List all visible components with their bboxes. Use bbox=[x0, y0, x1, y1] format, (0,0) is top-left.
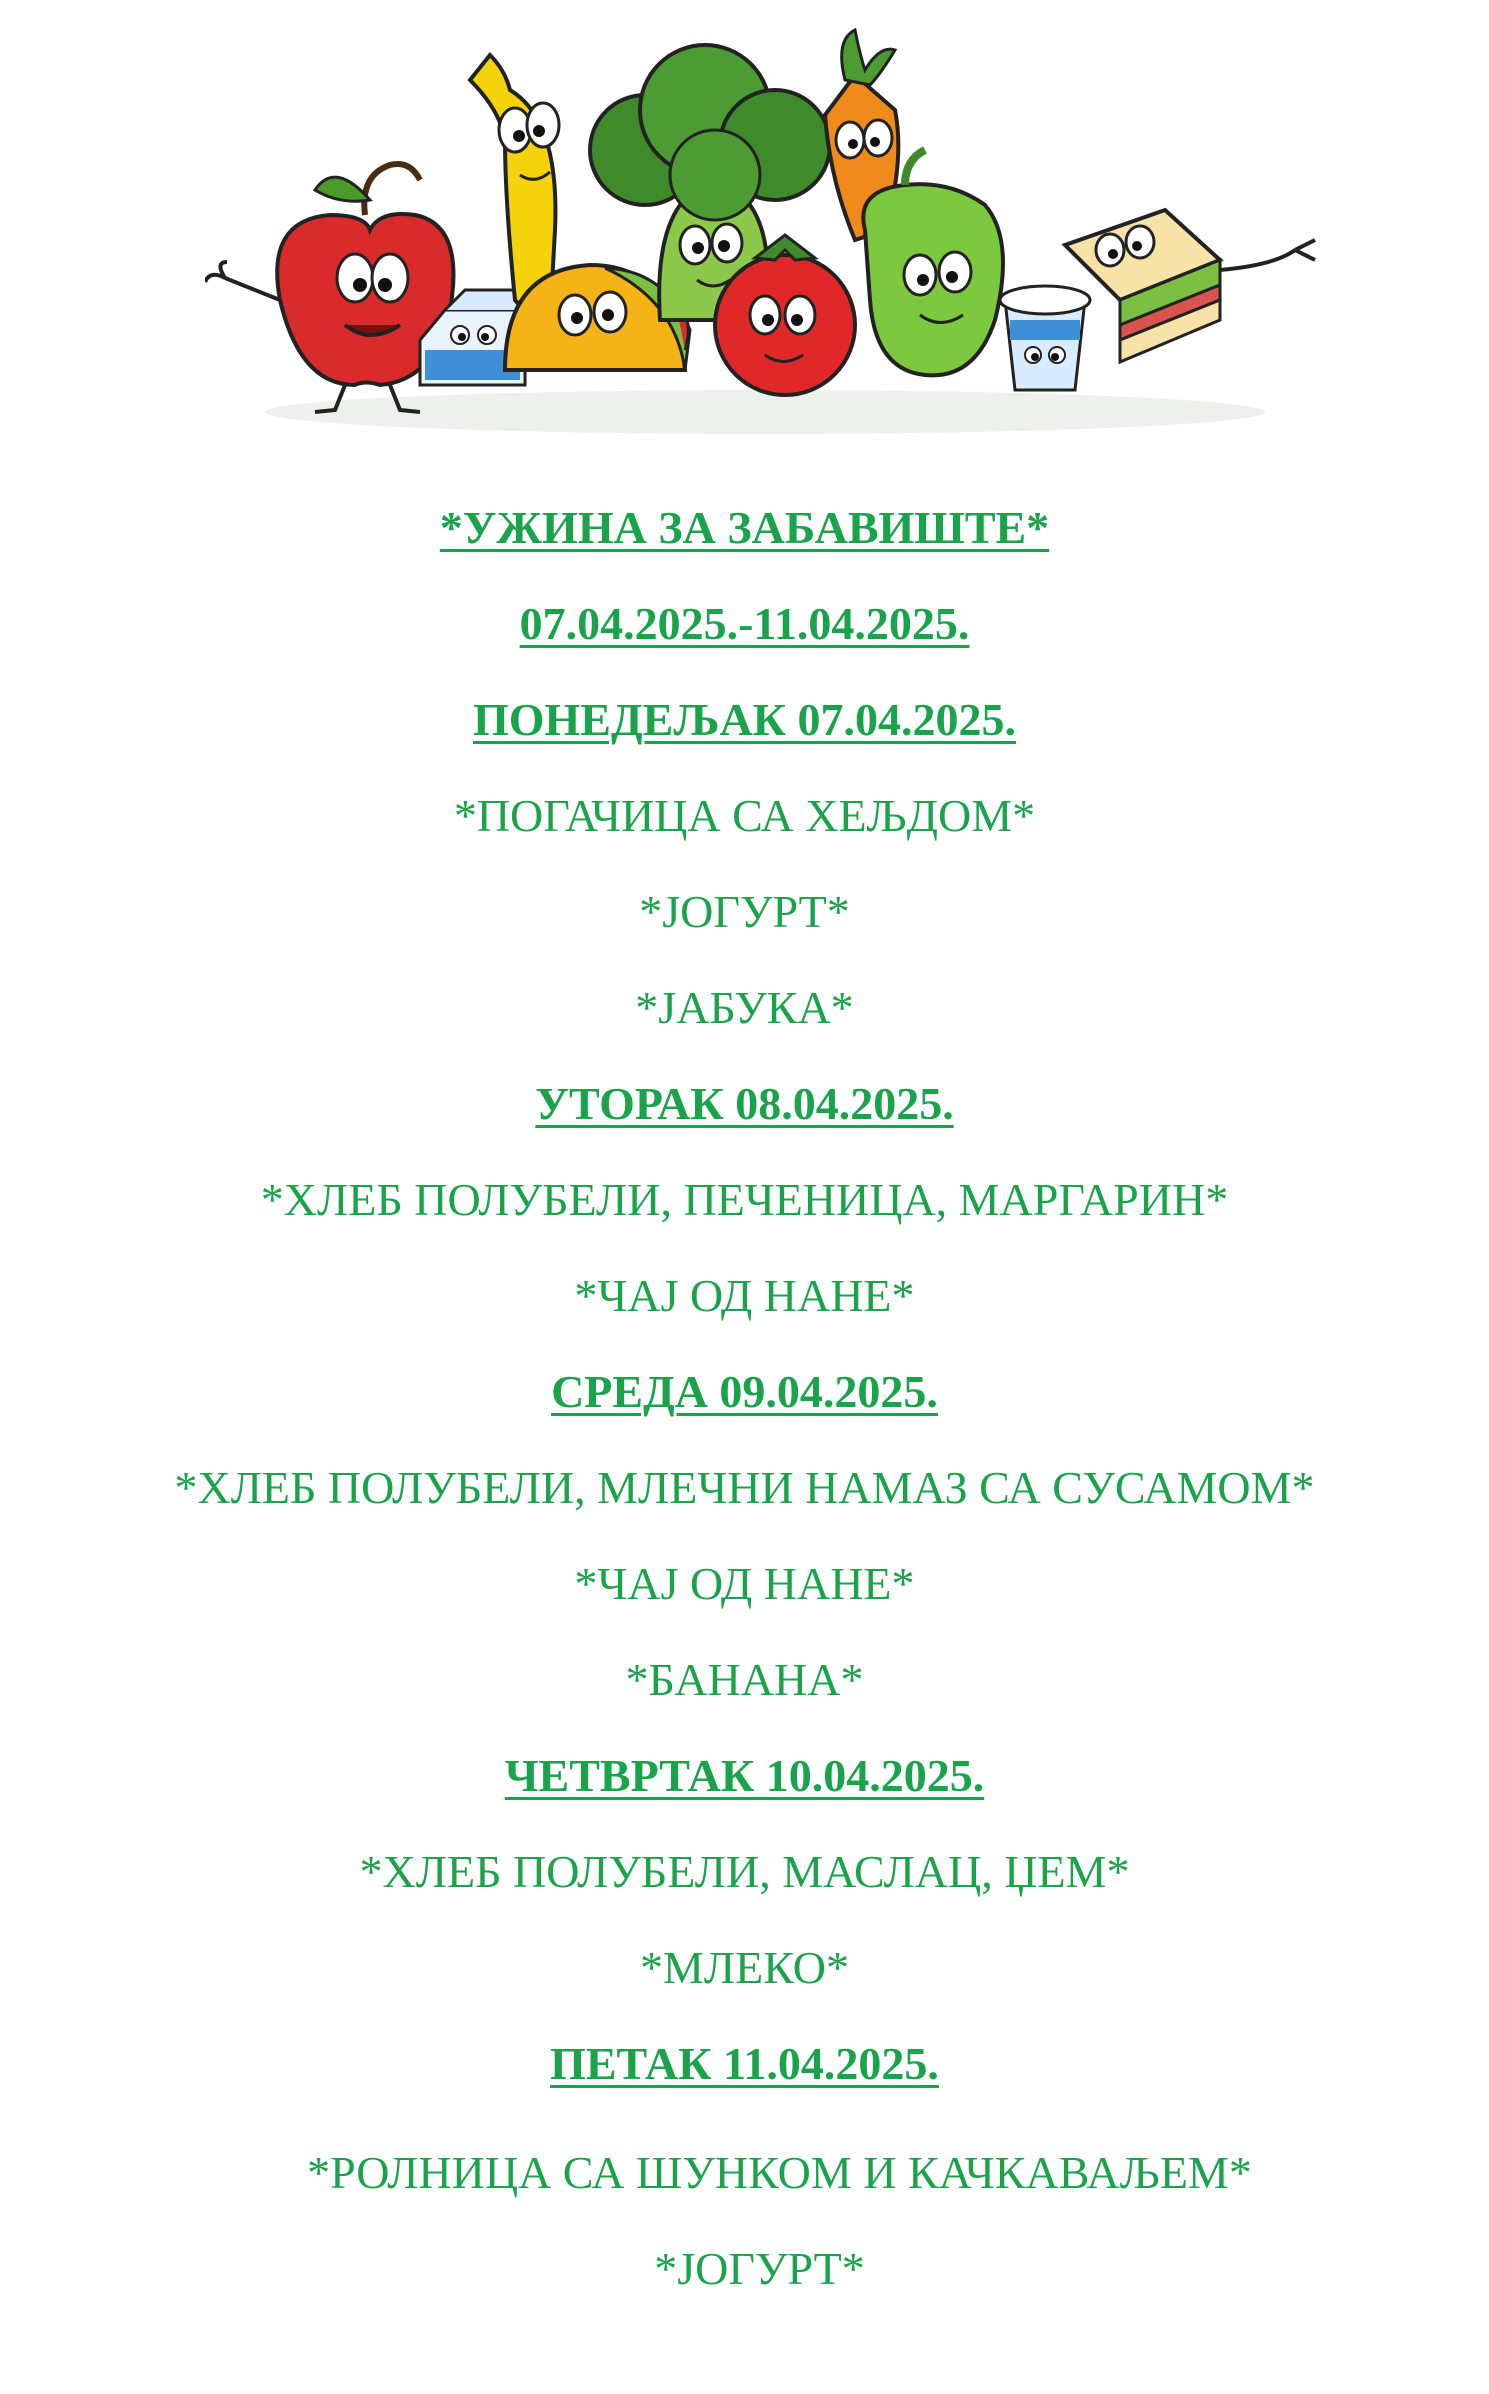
date-range: 07.04.2025.-11.04.2025. bbox=[519, 598, 970, 649]
menu-item: *МЛЕКО* bbox=[640, 1942, 849, 1993]
menu-item: *ЈОГУРТ* bbox=[639, 886, 850, 937]
menu-item: *ЧАЈ ОД НАНЕ* bbox=[574, 1558, 915, 1609]
day-heading-thursday: ЧЕТВРТАК 10.04.2025. bbox=[504, 1750, 985, 1801]
menu-item: *ХЛЕБ ПОЛУБЕЛИ, МЛЕЧНИ НАМАЗ СА СУСАМОМ* bbox=[174, 1462, 1315, 1513]
menu-title: *УЖИНА ЗА ЗАБАВИШТЕ* bbox=[439, 502, 1050, 553]
menu-item: *ЈАБУКА* bbox=[635, 982, 854, 1033]
day-heading-friday: ПЕТАК 11.04.2025. bbox=[550, 2038, 939, 2089]
day-heading-wednesday: СРЕДА 09.04.2025. bbox=[551, 1366, 938, 1417]
menu-item: *ХЛЕБ ПОЛУБЕЛИ, МАСЛАЦ, ЏЕМ* bbox=[359, 1846, 1130, 1897]
menu-item: *ПОГАЧИЦА СА ХЕЉДОМ* bbox=[453, 790, 1036, 841]
menu-item: *БАНАНА* bbox=[625, 1654, 864, 1705]
menu-item: *ЧАЈ ОД НАНЕ* bbox=[574, 1270, 915, 1321]
day-heading-tuesday: УТОРАК 08.04.2025. bbox=[535, 1078, 954, 1129]
menu-item: *ХЛЕБ ПОЛУБЕЛИ, ПЕЧЕНИЦА, МАРГАРИН* bbox=[260, 1174, 1229, 1225]
menu-item: *РОЛНИЦА СА ШУНКОМ И КАЧКАВАЉЕМ* bbox=[307, 2147, 1252, 2198]
menu-item: *ЈОГУРТ* bbox=[654, 2243, 865, 2294]
day-heading-monday: ПОНЕДЕЉАК 07.04.2025. bbox=[472, 694, 1017, 745]
